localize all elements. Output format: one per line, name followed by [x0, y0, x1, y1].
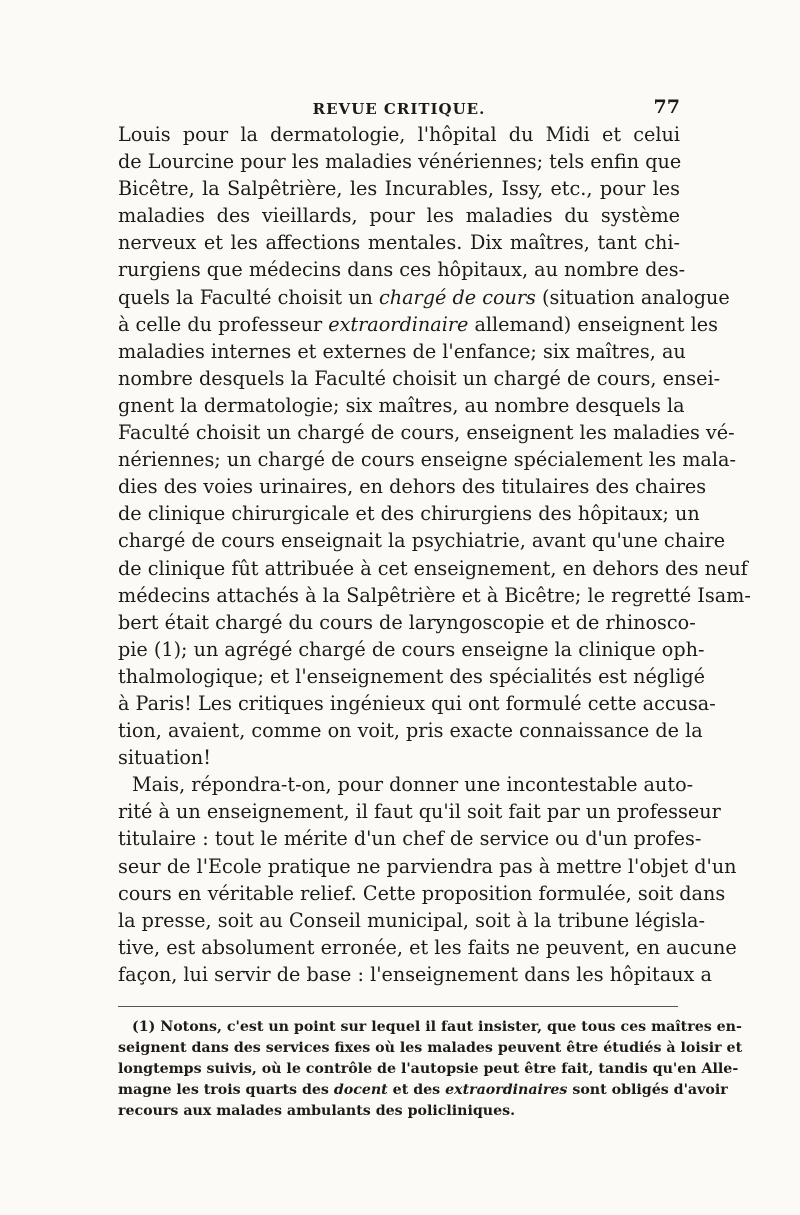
text-line: maladies internes et externes de l'enfance; six maîtres, au [118, 339, 686, 363]
text-segment: sont obligés d'avoir [567, 1082, 728, 1098]
italic-phrase: docent [333, 1082, 388, 1098]
text-line: tive, est absolument erronée, et les faits ne peuvent, en aucune [118, 935, 737, 959]
italic-phrase: extraordinaire [328, 312, 469, 336]
text-line: situation! [118, 746, 211, 770]
text-line: la presse, soit au Conseil municipal, soit à la tribune législa- [118, 908, 705, 932]
footnote-line: seignent dans des services fixes où les malades peuvent être étudiés à loisir et [118, 1040, 743, 1056]
text-line: Faculté choisit un chargé de cours, enseignent les maladies vé- [118, 421, 735, 445]
text-line: seur de l'Ecole pratique ne parviendra pas à mettre l'objet d'un [118, 854, 737, 878]
text-line: tion, avaient, comme on voit, pris exacte connaissance de la [118, 719, 703, 743]
footnote-line: recours aux malades ambulants des policliniques. [118, 1103, 516, 1119]
text-line: à Paris! Les critiques ingénieux qui ont formulé cette accusa- [118, 691, 716, 715]
italic-phrase: chargé de cours [379, 285, 536, 309]
text-line: chargé de cours enseignait la psychiatrie, avant qu'une chaire [118, 529, 726, 553]
text-line: rité à un enseignement, il faut qu'il soit fait par un professeur [118, 800, 721, 824]
footnotes [118, 1017, 743, 1122]
text-segment: (situation analogue [535, 285, 730, 309]
text-segment: et des [387, 1082, 446, 1098]
text-segment: allemand) enseignent les [468, 312, 718, 336]
text-line: Mais, répondra-t-on, pour donner une incontestable auto- [132, 773, 694, 797]
footnote-line [118, 1080, 728, 1101]
footnote-line: (1) Notons, c'est un point sur lequel il faut insister, que tous ces maîtres en- [132, 1019, 742, 1035]
text-segment: quels la Faculté choisit un [118, 285, 380, 309]
text-line: titulaire : tout le mérite d'un chef de service ou d'un profes- [118, 827, 702, 851]
text-line: médecins attachés à la Salpêtrière et à Bicêtre; le regretté Isam- [118, 583, 751, 607]
footnote-line: longtemps suivis, où le contrôle de l'autopsie peut être fait, tandis qu'en Alle- [118, 1061, 739, 1077]
text-line: cours en véritable relief. Cette proposition formulée, soit dans [118, 881, 726, 905]
text-line: dies des voies urinaires, en dehors des titulaires des chaires [118, 475, 707, 499]
text-line: thalmologique; et l'enseignement des spécialités est négligé [118, 664, 705, 688]
text-line: façon, lui servir de base : l'enseignement dans les hôpitaux a [118, 962, 712, 986]
text-line: nombre desquels la Faculté choisit un chargé de cours, ensei- [118, 366, 721, 390]
text-line: Louis pour la dermatologie, l'hôpital du Midi et celui [118, 123, 680, 146]
text-line: de Lourcine pour les maladies vénériennes; tels enfin que [118, 150, 682, 174]
text-segment: à celle du professeur [118, 312, 329, 336]
running-title: REVUE CRITIQUE. [312, 100, 486, 118]
page-header [118, 96, 680, 122]
text-line [118, 311, 718, 338]
text-line: de clinique chirurgicale et des chirurgiens des hôpitaux; un [118, 502, 700, 526]
text-line: Bicêtre, la Salpêtrière, les Incurables, Issy, etc., pour les [118, 177, 680, 201]
text-line: rurgiens que médecins dans ces hôpitaux, au nombre des- [118, 258, 686, 282]
text-line: de clinique fût attribuée à cet enseignement, en dehors des neuf [118, 556, 748, 580]
page-number: 77 [653, 96, 680, 118]
body-text [118, 121, 751, 988]
text-line: pie (1); un agrégé chargé de cours enseigne la clinique oph- [118, 637, 705, 661]
text-line: maladies des vieillards, pour les maladies du système [118, 204, 680, 228]
text-line: bert était chargé du cours de laryngoscopie et de rhinosco- [118, 610, 696, 634]
italic-phrase: extraordinaires [445, 1082, 568, 1098]
text-segment: magne les trois quarts des [118, 1082, 334, 1098]
text-line: nerveux et les affections mentales. Dix maîtres, tant chi- [118, 231, 680, 255]
text-line: gnent la dermatologie; six maîtres, au nombre desquels la [118, 393, 685, 417]
text-line: nériennes; un chargé de cours enseigne spécialement les mala- [118, 448, 736, 472]
footnote-rule [118, 1006, 678, 1007]
text-line [118, 284, 730, 311]
